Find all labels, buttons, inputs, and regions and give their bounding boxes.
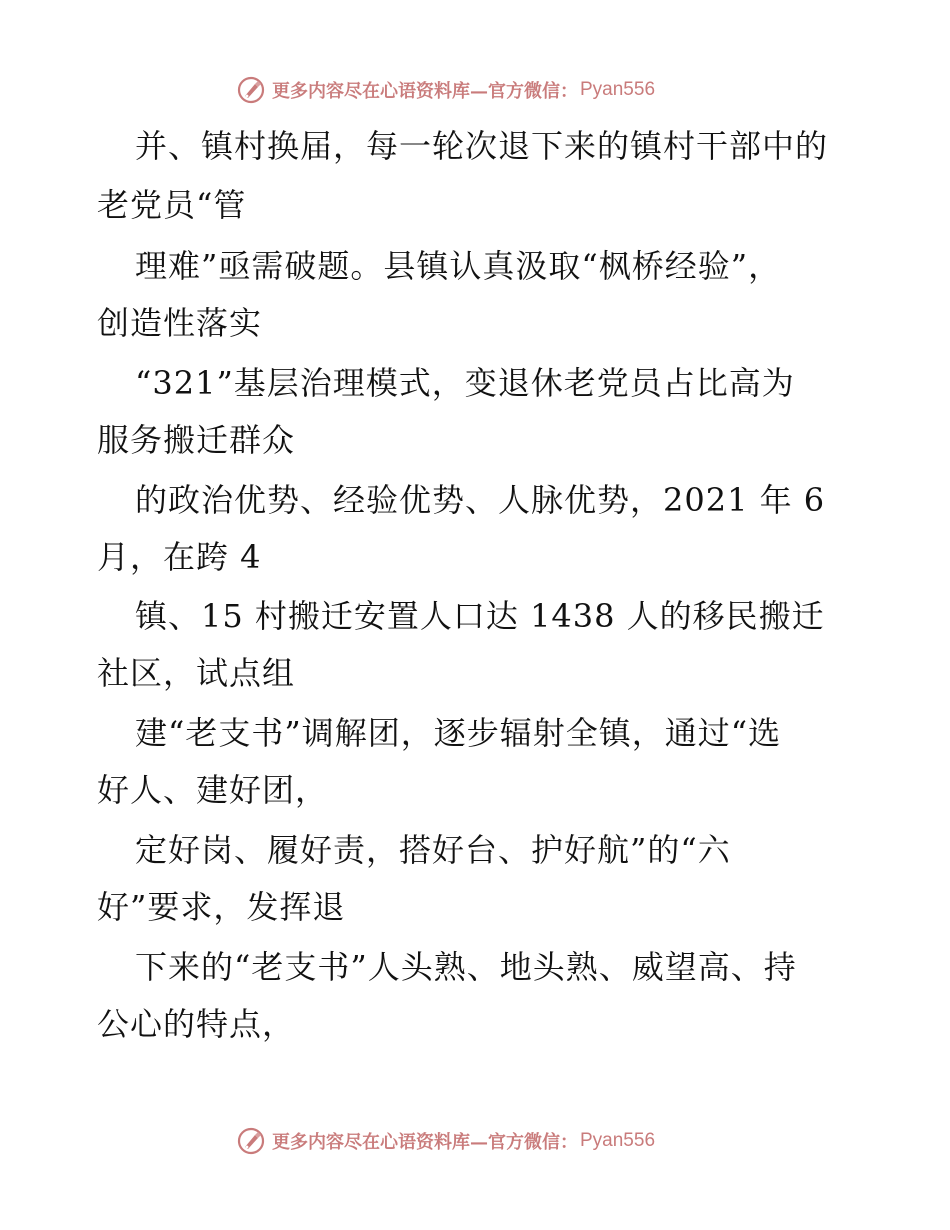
text-line: 建“老支书”调解团，逐步辐射全镇，通过“选: [135, 714, 782, 752]
text-line: 下来的“老支书”人头熟、地头熟、威望高、持: [135, 948, 797, 986]
text-line: “321”基层治理模式，变退休老党员占比高为: [135, 364, 795, 402]
text-line: 的政治优势、经验优势、人脉优势，2021 年 6: [135, 481, 826, 519]
text-line: 公心的特点，: [97, 1005, 296, 1043]
text-line: 好”要求，发挥退: [97, 888, 346, 926]
text-line: 服务搬迁群众: [97, 421, 296, 459]
watermark-text: 更多内容尽在心语资料库—官方微信：: [272, 1132, 578, 1153]
text-line: 并、镇村换届，每一轮次退下来的镇村干部中的: [135, 127, 829, 165]
pen-nib-circle-icon: [236, 1126, 266, 1156]
text-line: 定好岗、履好责，搭好台、护好航”的“六: [135, 831, 731, 869]
text-line: 好人、建好团，: [97, 771, 329, 809]
text-line: 镇、15 村搬迁安置人口达 1438 人的移民搬迁: [135, 597, 825, 635]
text-line: 老党员“管: [97, 186, 247, 224]
text-line: 创造性落实: [97, 304, 263, 342]
text-line: 社区，试点组: [97, 654, 296, 692]
watermark-wechat-id: Pyan556: [580, 79, 656, 100]
text-line: 月，在跨 4: [97, 538, 262, 576]
footer-watermark: [236, 1124, 655, 1158]
text-line: 理难”亟需破题。县镇认真汲取“枫桥经验”，: [135, 247, 782, 285]
watermark-text: 更多内容尽在心语资料库—官方微信：: [272, 81, 578, 102]
watermark-wechat-id: Pyan556: [580, 1130, 656, 1151]
